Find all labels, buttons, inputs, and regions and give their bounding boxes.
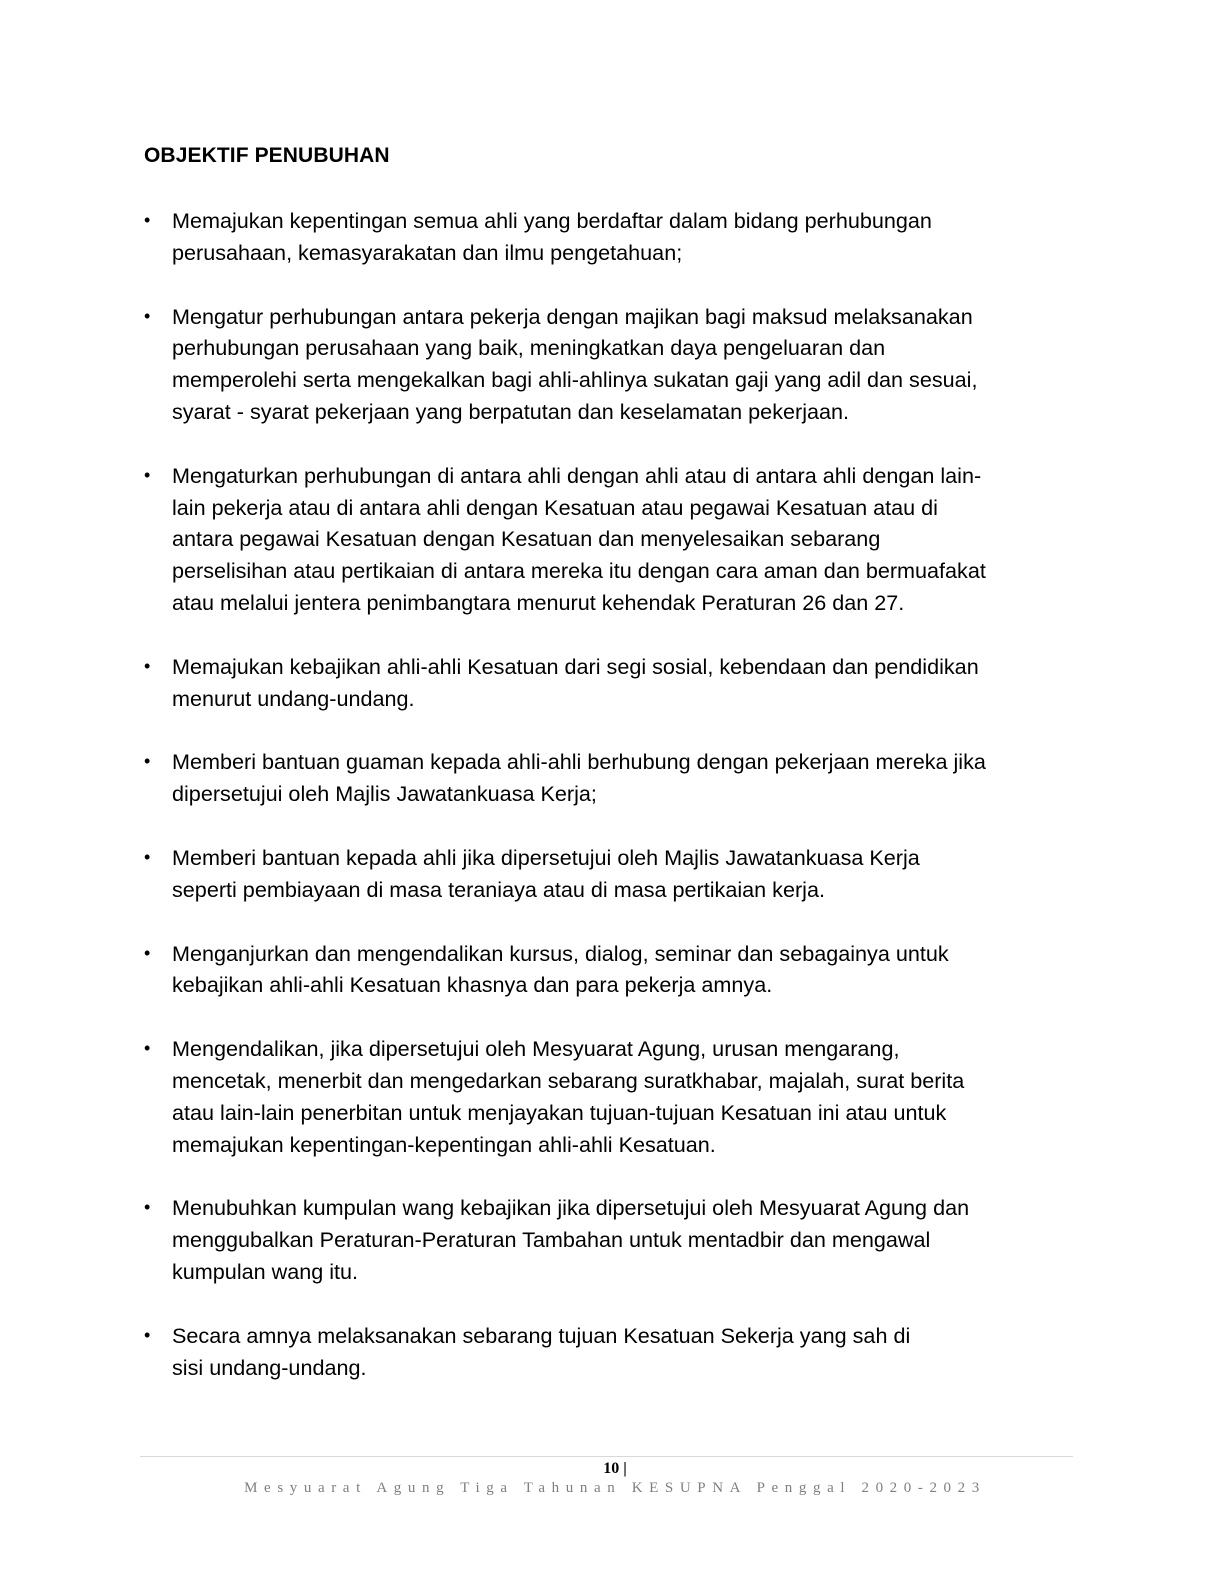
objective-list — [144, 205, 1084, 1383]
bullet-icon: • — [144, 1324, 151, 1345]
bullet-icon: • — [144, 464, 151, 485]
objective-text: Secara amnya melaksanakan sebarang tujuan Kesatuan Sekerja yang sah di sisi undang-undang. — [172, 1322, 911, 1380]
objective-item — [144, 301, 1084, 428]
bullet-icon: • — [144, 751, 151, 772]
objective-item — [144, 1192, 1084, 1287]
footer-divider — [140, 1456, 1073, 1457]
bullet-icon: • — [144, 942, 151, 963]
objective-item — [144, 651, 1084, 715]
objective-text: Memberi bantuan guaman kepada ahli-ahli berhubung dengan pekerjaan mereka jika dipersetujui oleh Majlis Jawatankuasa Kerja; — [172, 749, 986, 807]
bullet-icon: • — [144, 846, 151, 867]
objective-text: Mengaturkan perhubungan di antara ahli dengan ahli atau di antara ahli dengan lain- lain pekerja atau di antara ahli dengan Kesatuan atau pegawai Kesatuan atau di antara pegawai Kesatuan dengan Kesatuan dan menyelesaikan sebarang perselisihan atau pertikaian di antara mereka itu dengan cara aman dan bermuafakat atau melalui jentera penimbangtara menurut kehendak Peraturan 26 dan 27. — [172, 462, 986, 615]
objective-item — [144, 938, 1084, 1002]
objective-text: Mengendalikan, jika dipersetujui oleh Mesyuarat Agung, urusan mengarang, mencetak, menerbit dan mengedarkan sebarang suratkhabar, majalah, surat berita atau lain-lain penerbitan untuk menjayakan tujuan-tujuan Kesatuan ini atau untuk memajukan kepentingan-kepentingan ahli-ahli Kesatuan. — [172, 1036, 965, 1157]
section-heading: OBJEKTIF PENUBUHAN — [144, 144, 390, 167]
bullet-icon: • — [144, 1197, 151, 1218]
bullet-icon: • — [144, 305, 151, 326]
bullet-icon: • — [144, 1038, 151, 1059]
objective-item — [144, 746, 1084, 810]
bullet-icon: • — [144, 655, 151, 676]
bullet-icon: • — [144, 210, 151, 230]
page-number: 10 | — [603, 1460, 627, 1477]
objective-item — [144, 1033, 1084, 1160]
objective-text: Memajukan kebajikan ahli-ahli Kesatuan dari segi sosial, kebendaan dan pendidikan menurut undang-undang. — [172, 653, 979, 711]
objective-text: Memberi bantuan kepada ahli jika dipersetujui oleh Majlis Jawatankuasa Kerja seperti pembiayaan di masa teraniaya atau di masa pertikaian kerja. — [172, 844, 920, 902]
objective-text: Menganjurkan dan mengendalikan kursus, dialog, seminar dan sebagainya untuk kebajikan ahli-ahli Kesatuan khasnya dan para pekerja amnya. — [172, 940, 949, 998]
objective-text: Memajukan kepentingan semua ahli yang berdaftar dalam bidang perhubungan perusahaan, kemasyarakatan dan ilmu pengetahuan; — [172, 208, 932, 265]
objective-item — [144, 460, 1084, 619]
footer-title: Mesyuarat Agung Tiga Tahunan KESUPNA Penggal 2020-2023 — [244, 1480, 986, 1496]
objective-text: Menubuhkan kumpulan wang kebajikan jika dipersetujui oleh Mesyuarat Agung dan menggubalkan Peraturan-Peraturan Tambahan untuk mentadbir dan mengawal kumpulan wang itu. — [172, 1195, 970, 1284]
objective-item — [144, 1320, 1084, 1384]
objective-text: Mengatur perhubungan antara pekerja dengan majikan bagi maksud melaksanakan perhubungan perusahaan yang baik, meningkatkan daya pengeluaran dan memperolehi serta mengekalkan bagi ahli-ahlinya sukatan gaji yang adil dan sesuai, syarat - syarat pekerjaan yang berpatutan dan keselamatan pekerjaan. — [172, 303, 978, 424]
objective-item — [144, 842, 1084, 906]
objective-item — [144, 205, 1084, 269]
